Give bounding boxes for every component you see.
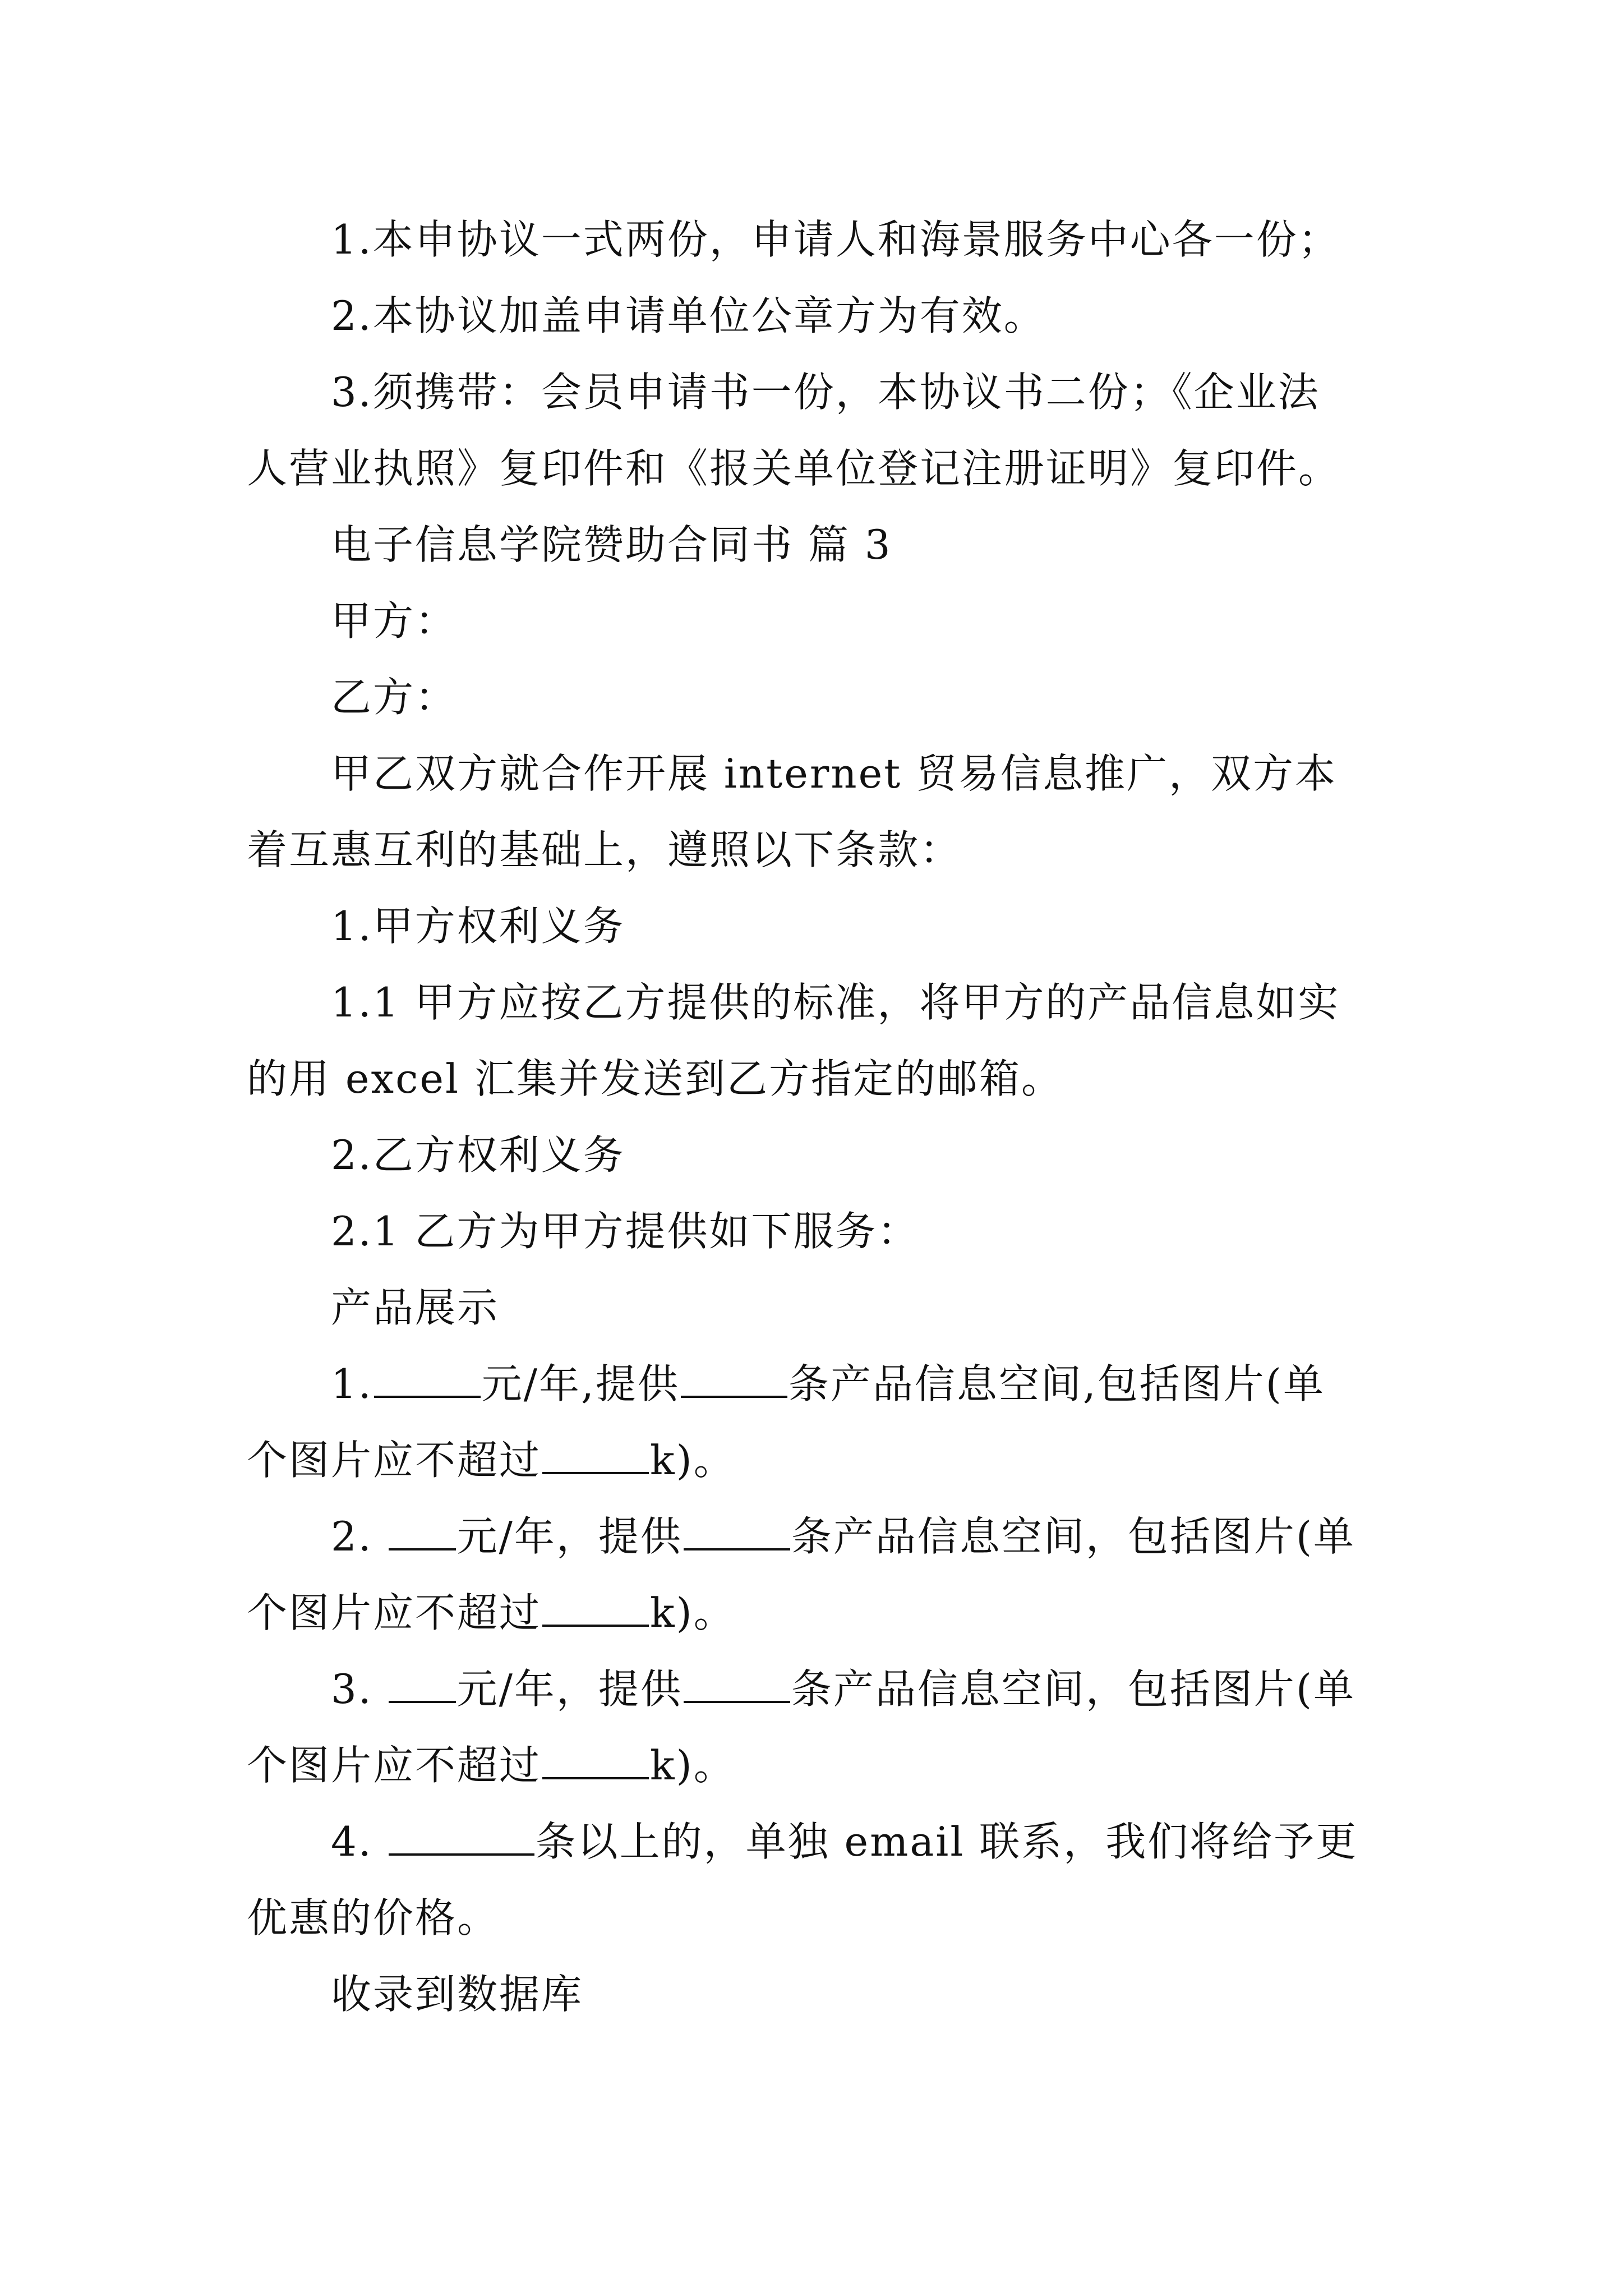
option-1-size-unit: k)。 [650,1437,736,1484]
subheading-database: 收录到数据库 [331,1971,584,2018]
option-1-number: 1. [331,1360,373,1407]
option-4-desc: 条以上的，单独 email 联系，我们将给予更 [535,1818,1358,1865]
count-blank-4 [389,1815,534,1856]
intro-paragraph-cont: 着互惠互利的基础上，遵照以下条款： [247,826,962,873]
option-1-size-label: 个图片应不超过 [247,1437,542,1484]
price-blank-3 [389,1663,456,1703]
pricing-option-4 [331,1811,1509,1872]
clause-2-seal: 2.本协议加盖申请单位公章方为有效。 [331,292,1046,339]
option-2-number: 2. [331,1513,388,1560]
count-blank-3 [684,1663,790,1703]
clause-1-copies: 1.本申协议一式两份，申请人和海景服务中心各一份； [331,216,1340,263]
party-a-label: 甲方： [331,597,458,645]
size-blank-2 [542,1586,649,1627]
count-blank-2 [684,1510,790,1550]
section-title: 电子信息学院赞助合同书 篇 3 [331,521,892,568]
pricing-option-1-cont [247,1429,1424,1491]
option-3-size-label: 个图片应不超过 [247,1742,542,1789]
clause-2-1: 2.1 乙方为甲方提供如下服务： [331,1208,920,1255]
option-2-size-unit: k)。 [650,1589,736,1636]
option-4-number: 4. [331,1818,388,1865]
size-blank-3 [542,1739,649,1779]
price-blank-2 [389,1510,456,1550]
option-3-number: 3. [331,1665,388,1713]
pricing-option-1 [331,1353,1509,1415]
option-1-unit: 元/年,提供 [481,1360,680,1407]
option-3-size-unit: k)。 [650,1742,736,1789]
clause-3-documents-cont: 人营业执照》复印件和《报关单位登记注册证明》复印件。 [247,445,1341,492]
clause-1-1: 1.1 甲方应按乙方提供的标准，将甲方的产品信息如实 [331,979,1340,1026]
count-blank-1 [681,1358,787,1398]
pricing-option-4-cont: 优惠的价格。 [247,1894,500,1941]
clause-3-documents: 3.须携带：会员申请书一份，本协议书二份；《企业法 [331,369,1320,416]
option-2-size-label: 个图片应不超过 [247,1589,542,1636]
pricing-option-3 [331,1658,1509,1720]
option-2-unit: 元/年，提供 [457,1513,683,1560]
intro-paragraph: 甲乙双方就合作开展 internet 贸易信息推广，双方本 [331,750,1338,797]
heading-party-b-rights: 2.乙方权利义务 [331,1131,625,1179]
size-blank-1 [542,1434,649,1474]
pricing-option-3-cont [247,1734,1424,1796]
pricing-option-2-cont [247,1582,1424,1644]
option-1-desc: 条产品信息空间,包括图片(单 [788,1360,1325,1407]
clause-1-1-cont: 的用 excel 汇集并发送到乙方指定的邮箱。 [247,1055,1063,1102]
party-b-label: 乙方： [331,674,458,721]
option-2-desc: 条产品信息空间，包括图片(单 [791,1513,1355,1560]
subheading-product-display: 产品展示 [331,1284,500,1331]
pricing-option-2 [331,1506,1509,1567]
price-blank-1 [374,1358,481,1398]
option-3-unit: 元/年，提供 [457,1665,683,1713]
option-3-desc: 条产品信息空间，包括图片(单 [791,1665,1355,1713]
heading-party-a-rights: 1.甲方权利义务 [331,903,625,950]
